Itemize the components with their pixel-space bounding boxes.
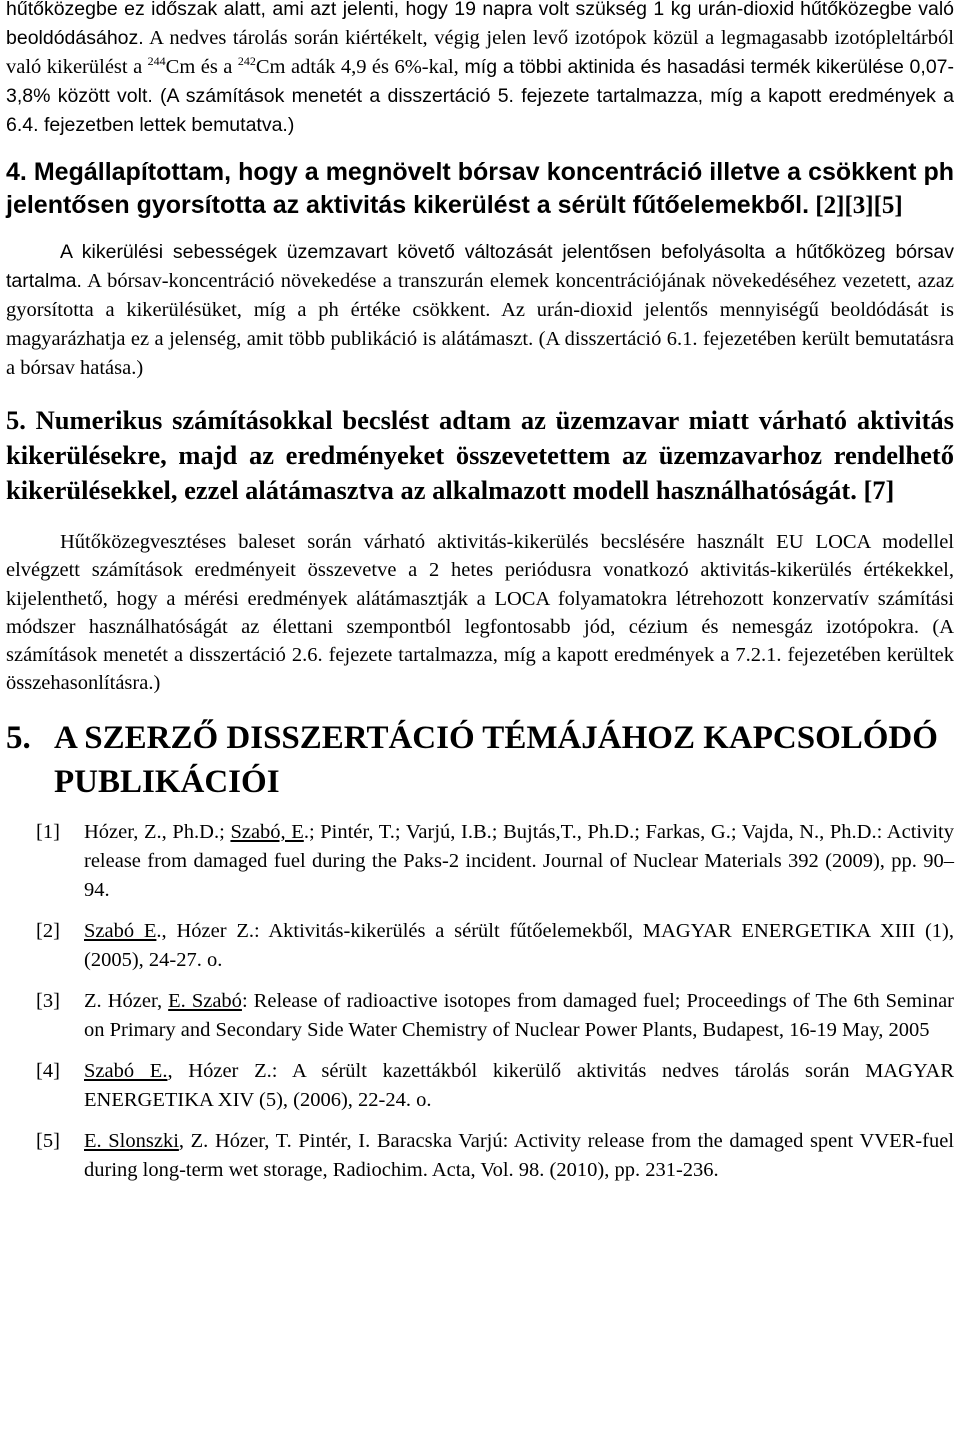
finding-references: [7] (856, 475, 895, 505)
intro-text: A nedves tárolás során kiértékelt, végig jelen levő izotópok közül a legmagasabb izotópleltárból való kikerülést a (6, 27, 954, 78)
finding-5-explanation: Hűtőközegvesztéses baleset során várható aktivitás-kikerülés becslésére használt EU LOCA modellel elvégzett számítások eredményeit összevetve a 2 hetes periódusra vonatkozó aktivitás-kikerülés értékekkel, kijelenthető, hogy a mérési eredmények alátámasztják a LOCA folyamatokra létrehozott konzervatív számítási módszer használhatóságát az élettani szempontból legfontosabb jód, cézium és nemesgáz izotópokra. (A számítások menetét a disszertáció 2.6. fejezete tartalmazza, míg a kapott eredmények a 7.2.1. fejezetében kerültek összehasonlításra.) (6, 531, 954, 695)
finding-number: 4. (6, 158, 27, 186)
author-underlined: E. Slonszki (84, 1129, 179, 1152)
publication-text (84, 987, 954, 1045)
publication-text (84, 917, 954, 975)
isotope-mass-number: 242 (237, 54, 256, 68)
intro-text: Cm adták 4,9 és 6%-kal, (255, 56, 459, 78)
author-underlined: Szabó, E (230, 820, 304, 843)
author-underlined: E. Szabó (168, 989, 242, 1012)
publication-item (6, 1127, 954, 1185)
intro-text: hűtőközegbe való beoldódásához. (6, 0, 954, 49)
publication-item (6, 917, 954, 975)
intro-text: Cm és a (165, 56, 238, 78)
finding-4-explanation (6, 238, 954, 383)
intro-text: míg a többi aktinida és hasadási termék kikerülése 0,07-3,8% között volt. (6, 56, 955, 107)
intro-line: hűtőközegbe ez időszak alatt, ami azt jelenti, hogy 19 napra volt szükség 1 kg urán-dioxid (6, 0, 795, 20)
intro-text: (A számítások menetét a disszertáció 5. fejezete tartalmazza, míg a kapott eredmények a 6.4. fejezetben lettek bemutatva.) (6, 85, 954, 136)
publication-item (6, 1057, 954, 1115)
finding-references: [2][3][5] (809, 192, 903, 219)
publication-item (6, 818, 954, 905)
explanation-text: A bórsav-koncentráció növekedése a transzurán elemek koncentrációjának növekedéséhez vezetett, azaz gyorsította a kikerülésüket, míg a ph értéke csökkent. Az urán-dioxid jelentős mennyiségű beoldódását is magyarázhatja ez a jelenség, amit több publikáció is alátámaszt. (A disszertáció 6.1. fejezetében került bemutatásra a bórsav hatása.) (6, 270, 954, 379)
publication-text (84, 1057, 954, 1115)
publication-part: Hózer, Z., Ph.D.; (84, 820, 231, 843)
publication-part: : Release of radioactive isotopes from damaged fuel; Proceedings of The 6th Seminar on Primary and Secondary Side Water Chemistry of Nuclear Power Plants, Budapest, 16-19 May, 2005 (84, 989, 955, 1041)
publication-number: [5] (36, 1129, 60, 1152)
publication-number: [4] (36, 1059, 60, 1082)
publication-item (6, 987, 954, 1045)
publication-text (84, 818, 954, 905)
publication-list (6, 818, 954, 1185)
finding-text: Megállapítottam, hogy a megnövelt bórsav koncentráció illetve a csökkent ph jelentősen gyorsította az aktivitás kikerülést a sérült fűtőelemekből. (6, 158, 954, 219)
finding-number: 5. (6, 405, 26, 435)
author-underlined: Szabó E (84, 919, 157, 942)
finding-text: Numerikus számításokkal becslést adtam az üzemzavar miatt várható aktivitás kikerülésekre, majd az eredményeket összevetettem az üzemzavarhoz rendelhető kikerülésekkel, ezzel alátámasztva az alkalmazott modell használhatóságát. (6, 405, 954, 505)
publication-part: , Z. Hózer, T. Pintér, I. Baracska Varjú: Activity release from the damaged spent VVER-fuel during long-term wet storage, Radiochim. Acta, Vol. 98. (2010), pp. 231-236. (84, 1129, 954, 1181)
author-underlined: Szabó E. (84, 1059, 168, 1082)
finding-4 (6, 156, 954, 222)
publication-part: .; Pintér, T.; Varjú, I.B.; Bujtás,T., Ph.D.; Farkas, G.; Vajda, N., Ph.D.: Activity release from damaged fuel during the Paks-2 incident. Journal of Nuclear Materials 392 (2009), pp. 90–94. (84, 820, 954, 901)
publication-number: [1] (36, 820, 60, 843)
section-title: A SZERZŐ DISSZERTÁCIÓ TÉMÁJÁHOZ KAPCSOLÓDÓ PUBLIKÁCIÓI (54, 719, 938, 800)
publication-part: ., Hózer Z.: Aktivitás-kikerülés a sérült fűtőelemekből, MAGYAR ENERGETIKA XIII (1), (2005), 24-27. o. (84, 919, 955, 971)
publication-part: , Hózer Z.: A sérült kazettákból kikerülő aktivitás nedves tárolás során MAGYAR ENERGETIKA XIV (5), (2006), 22-24. o. (84, 1059, 954, 1111)
publication-text (84, 1127, 954, 1185)
explanation-text: A kikerülési sebességek üzemzavart követő változását jelentősen befolyásolta a hűtőközeg bórsav tartalma. (6, 241, 954, 292)
section-heading (6, 716, 954, 804)
publication-number: [2] (36, 919, 60, 942)
section-number: 5. (6, 719, 31, 756)
finding-5 (6, 403, 954, 508)
intro-paragraph (6, 0, 954, 140)
publication-number: [3] (36, 989, 60, 1012)
isotope-mass-number: 244 (147, 54, 166, 68)
publication-part: Z. Hózer, (84, 989, 169, 1012)
